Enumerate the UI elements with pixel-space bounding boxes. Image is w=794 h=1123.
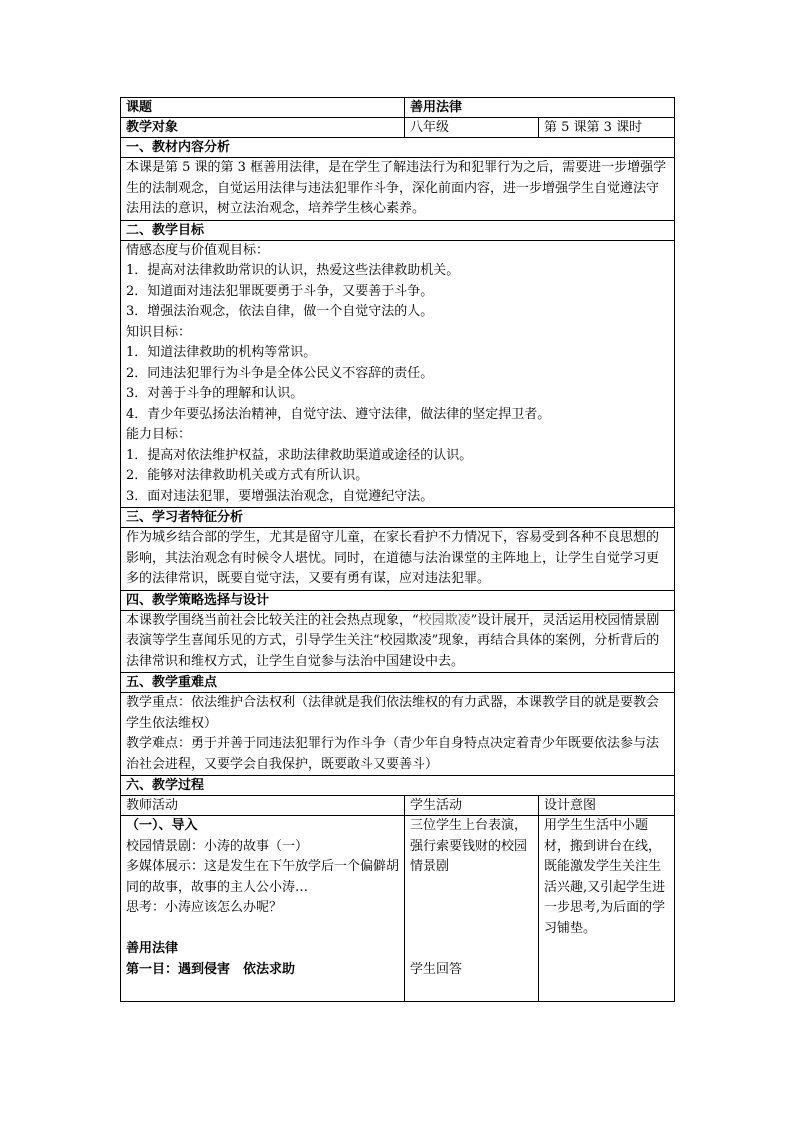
student-activity-cell bbox=[405, 816, 539, 1002]
goal-line: 1．提高对法律救助常识的认识，热爱这些法律救助机关。 bbox=[126, 263, 460, 278]
spacer bbox=[410, 878, 533, 899]
section-4-body bbox=[121, 610, 675, 673]
spacer bbox=[410, 919, 533, 940]
section-6-title: 六、教学过程 bbox=[121, 776, 675, 796]
lesson-value: 第 5 课第 3 课时 bbox=[539, 118, 675, 138]
section-1-body: 本课是第 5 课的第 3 框善用法律，是在学生了解违法行为和犯罪行为之后，需要进一步增强学生的法制观念，自觉运用法律与违法犯罪作斗争，深化前面内容，进一步增强学生自觉遵法守法用法的意识，树立法治观念，培养学生核心素养。 bbox=[121, 158, 675, 221]
audience-label: 教学对象 bbox=[121, 118, 405, 138]
goal-line: 4．青少年要弘扬法治精神，自觉守法、遵守法律，做法律的坚定捍卫者。 bbox=[126, 406, 551, 422]
strategy-text-b: ”设计展开，灵活运用校园情景剧表演等学生喜闻乐见的方式，引导学生关注“校园欺凌”现象，再结合具体的案例，分析背后的法律常识和维权方式，让学生自觉参与法治中国建设中去。 bbox=[126, 612, 660, 669]
section-4-title: 四、教学策略选择与设计 bbox=[121, 590, 675, 610]
col-teacher-activity: 教师活动 bbox=[121, 796, 405, 816]
lesson-plan-table bbox=[120, 97, 675, 1002]
topic-row bbox=[121, 98, 675, 118]
goal-line: 知识目标： bbox=[126, 324, 192, 340]
section-3-title: 三、学习者特征分析 bbox=[121, 508, 675, 528]
audience-row bbox=[121, 118, 675, 138]
goal-line: 1．提高对依法维护权益，求助法律救助渠道或途径的认识。 bbox=[126, 447, 473, 463]
col-design-intent: 设计意图 bbox=[539, 796, 675, 816]
process-header-row bbox=[121, 796, 675, 816]
section-5-body bbox=[121, 693, 675, 776]
part-one-heading: 第一目：遇到侵害 依法求助 bbox=[126, 961, 296, 977]
goal-line: 2．同违法犯罪行为斗争是全体公民义不容辞的责任。 bbox=[126, 365, 434, 381]
teacher-line: 多媒体展示：这是发生在下午放学后一个偏僻胡同的故事，故事的主人公小涛… bbox=[126, 859, 400, 895]
goal-line: 3．增强法治观念，依法自律，做一个自觉守法的人。 bbox=[126, 304, 434, 319]
goal-line: 3．面对违法犯罪，要增强法治观念，自觉遵纪守法。 bbox=[126, 488, 434, 504]
difficulty-point: 教学难点：勇于并善于同违法犯罪行为作斗争（青少年自身特点决定着青少年既要依法参与法治社会进程，又要学会自我保护，既要敢斗又要善斗） bbox=[126, 736, 660, 772]
goal-line: 3．对善于斗争的理解和认识。 bbox=[126, 386, 304, 401]
section-3-body: 作为城乡结合部的学生，尤其是留守儿童，在家长看护不力情况下，容易受到各种不良思想的影响，其法治观念有时候令人堪忧。同时，在道德与法治课堂的主阵地上，让学生自觉学习更多的法律常识，既要自觉守法，又要有勇有谋，应对违法犯罪。 bbox=[121, 528, 675, 591]
topic-value: 善用法律 bbox=[405, 98, 675, 118]
spacer bbox=[410, 939, 533, 960]
grade-value: 八年级 bbox=[405, 118, 539, 138]
section-1-title: 一、教材内容分析 bbox=[121, 138, 675, 158]
strategy-text-a: 本课教学围绕当前社会比较关注的社会热点现象，“ bbox=[126, 612, 419, 628]
design-intent-cell: 用学生生活中小题材，搬到讲台在线，既能激发学生关注生活兴趣,又引起学生进一步思考,为后面的学习铺垫。 bbox=[539, 816, 675, 1002]
teacher-line: 思考：小涛应该怎么办呢？ bbox=[126, 900, 283, 915]
goal-line: 2．知道面对违法犯罪既要勇于斗争，又要善于斗争。 bbox=[126, 283, 434, 299]
intro-heading: （一）、导入 bbox=[126, 818, 198, 833]
goal-line: 能力目标： bbox=[126, 427, 192, 442]
section-2-body bbox=[121, 240, 675, 508]
goal-line: 情感态度与价值观目标： bbox=[126, 242, 270, 258]
topic-label: 课题 bbox=[121, 98, 405, 118]
student-line: 三位学生上台表演，强行索要钱财的校园情景剧 bbox=[410, 818, 528, 874]
spacer bbox=[126, 919, 399, 940]
spacer bbox=[410, 898, 533, 919]
process-row bbox=[121, 816, 675, 1002]
section-5-title: 五、教学重难点 bbox=[121, 673, 675, 693]
lesson-plan-sheet bbox=[120, 97, 674, 1002]
col-student-activity: 学生活动 bbox=[405, 796, 539, 816]
key-point: 教学重点：依法维护合法权利（法律就是我们依法维权的有力武器，本课教学目的就是要教会学生依法维权） bbox=[126, 695, 660, 731]
goal-line: 1．知道法律救助的机构等常识。 bbox=[126, 345, 317, 360]
strategy-quoted-term: 校园欺凌 bbox=[418, 612, 471, 628]
section-2-title: 二、教学目标 bbox=[121, 220, 675, 240]
teacher-activity-cell bbox=[121, 816, 405, 1002]
student-line: 学生回答 bbox=[410, 961, 463, 977]
lesson-topic: 善用法律 bbox=[126, 941, 179, 956]
teacher-line: 校园情景剧：小涛的故事（一） bbox=[126, 838, 309, 854]
goal-line: 2．能够对法律救助机关或方式有所认识。 bbox=[126, 468, 369, 483]
